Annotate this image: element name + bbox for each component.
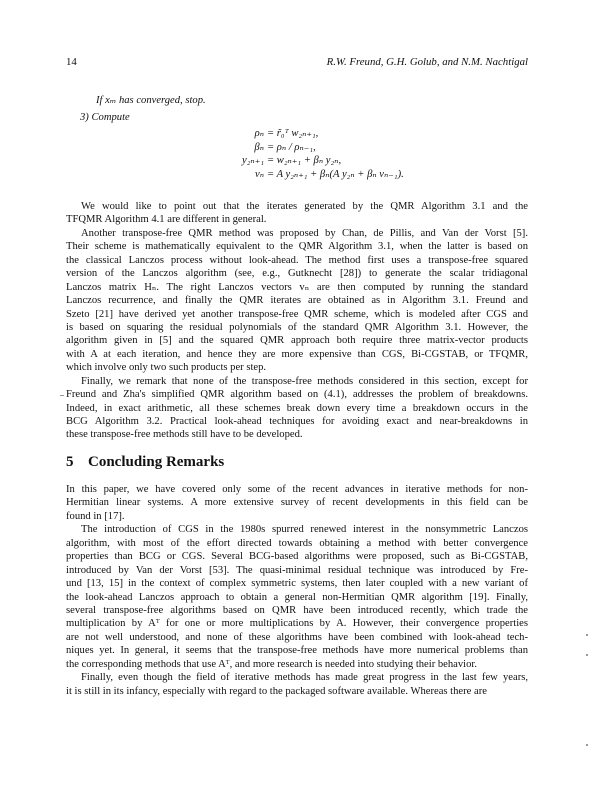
paragraph — [66, 671, 528, 698]
equation — [186, 127, 446, 141]
algorithm-stop-condition: If xₘ has converged, stop. — [96, 95, 206, 106]
equation-rhs: = r̃₀ᵀ w₂ₙ₊₁, — [267, 128, 319, 139]
text-line: several transpose-free algorithms based on QMR have been introduced recently, which trade the — [66, 604, 528, 616]
text-line: these transpose-free methods still have to be developed. — [66, 429, 303, 441]
text-line: Freund and Zha's simplified QMR algorithm based on (4.1), addresses the problem of breakdowns. — [66, 389, 528, 401]
algorithm-step-3: 3) Compute — [80, 112, 130, 123]
equation-lhs: y₂ₙ₊₁ — [242, 155, 264, 166]
text-line: found in [17]. — [66, 510, 125, 522]
text-line: Hermitian linear systems. A more extensive survey of recent developments in this field can be — [66, 497, 528, 509]
paragraph — [66, 483, 528, 523]
text-line: The introduction of CGS in the 1980s spurred renewed interest in the nonsymmetric Lanczos — [81, 524, 528, 536]
running-head: R.W. Freund, G.H. Golub, and N.M. Nachtigal — [326, 56, 528, 68]
paragraph — [66, 227, 528, 375]
text-line: Their scheme is mathematically equivalent to the QMR Algorithm 3.1, when the latter is based on — [66, 241, 528, 253]
text-line: BCG Algorithm 3.2. Practical look-ahead techniques for avoiding exact and near-breakdowns in — [66, 416, 528, 427]
scan-mark — [586, 634, 588, 636]
text-line: version of the Lanczos algorithm (see, e.g., Gutknecht [28]) to generate the scalar tridiagonal — [66, 268, 528, 280]
text-line: multiplication by Aᵀ for one or more multiplications by A. However, their convergence properties — [66, 618, 528, 630]
text-line: properties than BCG or CGS. Several BCG-based algorithms were proposed, such as Bi-CGSTAB, — [66, 551, 528, 563]
scan-mark — [586, 654, 588, 656]
text-line: introduced by Van der Vorst [53]. The quasi-minimal residual technique was introduced by Fre- — [66, 564, 528, 576]
text-line: which involve only two such products per step. — [66, 362, 267, 374]
text-line: Finally, even though the field of iterative methods has made great progress in the last few years, — [81, 672, 528, 684]
text-line: Lanczos recurrence, and finally the QMR iterates are obtained as in Algorithm 3.1. Freund and — [66, 295, 528, 307]
paragraph — [66, 523, 528, 671]
text-line: the classical Lanczos process without look-ahead. The method first uses a transpose-free squared — [66, 254, 528, 266]
equation-lhs: βₙ — [254, 141, 264, 153]
equation-rhs: = A y₂ₙ₊₁ + βₙ(A y₂ₙ + βₙ vₙ₋₁). — [267, 168, 404, 180]
section-heading — [66, 454, 224, 471]
equation-lhs: ρₙ — [254, 128, 264, 139]
text-line: the look-ahead Lanczos approach to obtain a general non-Hermitian QMR algorithm [19]. Finally, — [66, 591, 528, 603]
text-line: algorithm, with most of the effort directed towards obtaining a method with better convergence — [66, 537, 528, 549]
body-text-concluding-remarks — [66, 483, 528, 698]
text-line: algorithm given in [5] and the squared QMR approach both require three matrix-vector products — [66, 335, 528, 347]
text-line: with A at each iteration, and hence they are more expensive than CGS, Bi-CGSTAB, or TFQMR, — [66, 348, 528, 360]
scan-mark — [60, 395, 64, 396]
scan-mark — [586, 744, 588, 746]
text-line: Another transpose-free QMR method was proposed by Chan, de Pillis, and Van der Vorst [5]. — [81, 227, 528, 239]
equation-lhs: vₙ — [255, 168, 264, 180]
text-line: Indeed, in exact arithmetic, all these schemes break down every time a breakdown occurs in the — [66, 402, 528, 414]
text-line: TFQMR Algorithm 4.1 are different in general. — [66, 214, 267, 226]
text-line: Finally, we remark that none of the transpose-free methods considered in this section, except for — [81, 375, 528, 387]
text-line: is based on squaring the residual polynomials of the standard QMR Algorithm 3.1. However, the — [66, 321, 528, 333]
paragraph — [66, 200, 528, 227]
text-line: niques yet. In general, it seems that the transpose-free methods have more numerical problems than — [66, 645, 528, 657]
equation — [186, 168, 446, 182]
page-number: 14 — [66, 56, 77, 68]
equation-block — [186, 127, 446, 181]
equation — [186, 154, 446, 168]
text-line: Szeto [21] have derived yet another transpose-free QMR scheme, which is modeled after CGS and — [66, 308, 528, 320]
text-line: are not well understood, and none of these algorithms have been combined with look-ahead tech- — [66, 631, 528, 643]
section-number: 5 — [66, 454, 74, 470]
text-line: it is still in its infancy, especially with regard to the packaged software available. Whereas there are — [66, 685, 487, 697]
equation-rhs: = ρₙ / ρₙ₋₁, — [267, 141, 316, 153]
paragraph — [66, 375, 528, 442]
text-line: the corresponding methods that use Aᵀ, and more research is needed into studying their behavior. — [66, 658, 478, 670]
text-line: In this paper, we have covered only some of the recent advances in iterative methods for non- — [66, 484, 528, 495]
text-line: Lanczos matrix Hₙ. The right Lanczos vectors vₙ are then computed by running the standard — [66, 281, 528, 293]
section-title: Concluding Remarks — [88, 454, 225, 470]
equation — [186, 141, 446, 155]
equation-rhs: = w₂ₙ₊₁ + βₙ y₂ₙ, — [267, 155, 342, 166]
body-text-before-section — [66, 200, 528, 442]
text-line: We would like to point out that the iterates generated by the QMR Algorithm 3.1 and the — [81, 201, 528, 212]
text-line: und [13, 15] in the context of complex symmetric systems, then later coupled with a new variant of — [66, 578, 528, 590]
